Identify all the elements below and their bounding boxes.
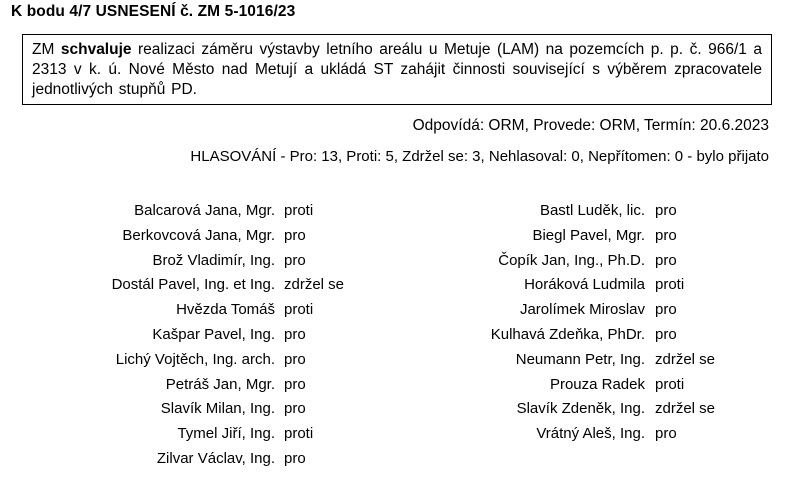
voter-name: Čopík Jan, Ing., Ph.D. <box>498 251 645 269</box>
voter-name: Kulhavá Zdeňka, PhDr. <box>490 325 645 343</box>
vote-value: proti <box>284 425 314 443</box>
vote-row <box>0 300 677 325</box>
vote-value: proti <box>284 202 314 219</box>
vote-row <box>0 226 677 251</box>
vote-row <box>0 424 677 449</box>
voter-name: Kašpar Pavel, Ing. <box>152 325 275 343</box>
vote-value: pro <box>284 350 306 368</box>
resolution-text-box <box>22 34 772 105</box>
vote-value: pro <box>284 251 306 269</box>
vote-value: pro <box>655 301 677 319</box>
vote-value: pro <box>284 226 306 244</box>
voter-name: Neumann Petr, Ing. <box>515 350 645 368</box>
vote-row <box>0 251 677 276</box>
voter-name: Petráš Jan, Mgr. <box>165 375 275 393</box>
resolution-body: realizaci záměru výstavby letního areálu u Metuje (LAM) na pozemcích p. p. č. 966/1 a 2313 v k. ú. Nové Město nad Metují a ukládá ST zahájit činnosti související s výběrem zpracovatele jednotlivých stupňů PD. <box>32 41 762 98</box>
vote-value: pro <box>284 449 306 467</box>
votes-right-column <box>0 201 716 449</box>
vote-value: pro <box>655 425 677 443</box>
resolution-heading: K bodu 4/7 USNESENÍ č. ZM 5-1016/23 <box>11 3 296 20</box>
vote-row <box>0 325 677 350</box>
vote-value: pro <box>284 375 306 393</box>
vote-value: pro <box>655 251 677 269</box>
vote-value: pro <box>655 202 677 219</box>
vote-value: zdržel se <box>655 400 716 418</box>
vote-value: pro <box>284 400 306 418</box>
voter-name: Bastl Luděk, lic. <box>539 202 645 219</box>
voter-name: Brož Vladimír, Ing. <box>152 251 275 269</box>
voter-name: Prouza Radek <box>549 375 645 393</box>
voter-name: Biegl Pavel, Mgr. <box>532 226 645 244</box>
voter-name: Jarolímek Miroslav <box>519 301 645 319</box>
voter-name: Slavík Milan, Ing. <box>160 400 275 418</box>
vote-value: proti <box>655 375 685 393</box>
voter-name: Berkovcová Jana, Mgr. <box>122 226 275 244</box>
vote-value: pro <box>284 325 306 343</box>
vote-row <box>0 201 677 226</box>
voter-name: Tymel Jiří, Ing. <box>177 425 275 443</box>
voter-name: Vrátný Aleš, Ing. <box>536 425 645 443</box>
resolution-verb: schvaluje <box>60 41 132 58</box>
voter-name: Lichý Vojtěch, Ing. arch. <box>115 350 275 368</box>
voter-name: Hvězda Tomáš <box>176 301 275 319</box>
vote-value: pro <box>655 325 677 343</box>
vote-row <box>0 449 306 474</box>
vote-value: pro <box>655 226 677 244</box>
responsible-line: Odpovídá: ORM, Provede: ORM, Termín: 20.6.2023 <box>412 117 769 134</box>
vote-value: proti <box>655 276 685 294</box>
voter-name: Horáková Ludmila <box>524 276 645 294</box>
vote-summary: HLASOVÁNÍ - Pro: 13, Proti: 5, Zdržel se: 3, Nehlasoval: 0, Nepřítomen: 0 - bylo přijato <box>190 148 769 165</box>
voter-name: Zilvar Václav, Ing. <box>156 449 275 467</box>
vote-value: zdržel se <box>655 350 716 368</box>
voter-name: Slavík Zdeněk, Ing. <box>516 400 645 418</box>
vote-row <box>0 375 685 400</box>
vote-row <box>0 275 685 300</box>
voter-name: Balcarová Jana, Mgr. <box>134 202 275 219</box>
voter-name: Dostál Pavel, Ing. et Ing. <box>111 276 275 294</box>
vote-value: zdržel se <box>284 276 345 294</box>
resolution-prefix: ZM <box>32 41 61 58</box>
vote-row <box>0 350 716 375</box>
vote-row <box>0 399 716 424</box>
vote-value: proti <box>284 301 314 319</box>
